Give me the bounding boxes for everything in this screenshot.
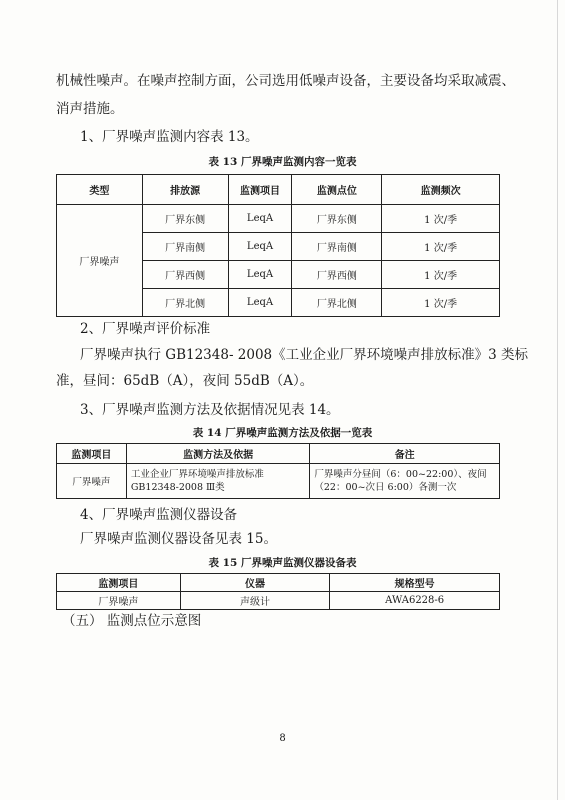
header-item: 监测项目 xyxy=(228,175,292,205)
cell: 声级计 xyxy=(180,592,330,610)
cell: LeqA xyxy=(228,261,292,289)
cell: 厂界北侧 xyxy=(292,289,382,317)
paragraph-instruments: 厂界噪声监测仪器设备见表 15。 xyxy=(80,531,277,547)
cell: 厂界南侧 xyxy=(142,233,228,261)
header-method: 监测方法及依据 xyxy=(126,444,310,464)
scan-edge-line xyxy=(557,0,558,800)
header-source: 排放源 xyxy=(142,175,228,205)
table-header-row xyxy=(57,444,500,464)
cell: 厂界噪声 xyxy=(57,592,181,610)
table-row xyxy=(57,464,500,499)
cell: 厂界南侧 xyxy=(292,233,382,261)
heading-evaluation-standard: 2、厂界噪声评价标准 xyxy=(80,321,211,337)
table-header-row xyxy=(57,175,500,205)
table-header-row xyxy=(57,574,500,592)
header-instrument: 仪器 xyxy=(180,574,330,592)
cell: LeqA xyxy=(228,205,292,233)
paragraph-standard: 厂界噪声执行 GB12348- 2008《工业企业厂界环境噪声排放标准》3 类标 xyxy=(80,347,529,363)
cell: LeqA xyxy=(228,233,292,261)
table14-methods xyxy=(56,443,500,499)
cell: LeqA xyxy=(228,289,292,317)
cell: 1 次/季 xyxy=(382,205,500,233)
table15-caption: 表 15 厂界噪声监测仪器设备表 xyxy=(208,557,357,569)
header-model: 规格型号 xyxy=(330,574,500,592)
table13-caption: 表 13 厂界噪声监测内容一览表 xyxy=(208,156,357,168)
heading-monitoring-content: 1、厂界噪声监测内容表 13。 xyxy=(80,129,259,145)
paragraph-noise-control: 机械性噪声。在噪声控制方面，公司选用低噪声设备，主要设备均采取减震、 xyxy=(56,73,515,89)
table-row xyxy=(57,205,500,233)
heading-instruments: 4、厂界噪声监测仪器设备 xyxy=(80,507,238,523)
cell: 厂界噪声 xyxy=(57,464,127,499)
header-type: 类型 xyxy=(57,175,143,205)
table-row xyxy=(57,592,500,610)
header-frequency: 监测频次 xyxy=(382,175,500,205)
cell: 厂界北侧 xyxy=(142,289,228,317)
header-point: 监测点位 xyxy=(292,175,382,205)
cell: AWA6228-6 xyxy=(330,592,500,610)
cell: 厂界噪声分昼间（6：00~22:00）、夜间（22：00~次日 6:00）各测一次 xyxy=(310,464,500,499)
cell: 厂界东侧 xyxy=(142,205,228,233)
table13-monitoring-content xyxy=(56,174,500,317)
page-number: 8 xyxy=(279,733,286,744)
paragraph-noise-control-cont: 消声措施。 xyxy=(56,101,124,117)
cell: 工业企业厂界环境噪声排放标准 GB12348-2008 Ⅲ类 xyxy=(126,464,310,499)
cell: 厂界西侧 xyxy=(142,261,228,289)
cell: 1 次/季 xyxy=(382,261,500,289)
cell: 厂界西侧 xyxy=(292,261,382,289)
cell: 1 次/季 xyxy=(382,233,500,261)
cell: 1 次/季 xyxy=(382,289,500,317)
header-remark: 备注 xyxy=(310,444,500,464)
heading-section-five: （五） 监测点位示意图 xyxy=(62,613,202,629)
heading-methods: 3、厂界噪声监测方法及依据情况见表 14。 xyxy=(80,402,340,418)
header-item: 监测项目 xyxy=(57,444,127,464)
cell: 厂界东侧 xyxy=(292,205,382,233)
header-item: 监测项目 xyxy=(57,574,181,592)
table15-instruments xyxy=(56,573,500,610)
cell-type: 厂界噪声 xyxy=(57,205,143,317)
table14-caption: 表 14 厂界噪声监测方法及依据一览表 xyxy=(192,427,373,439)
paragraph-standard-cont: 准，昼间：65dB（A），夜间 55dB（A）。 xyxy=(56,373,314,389)
